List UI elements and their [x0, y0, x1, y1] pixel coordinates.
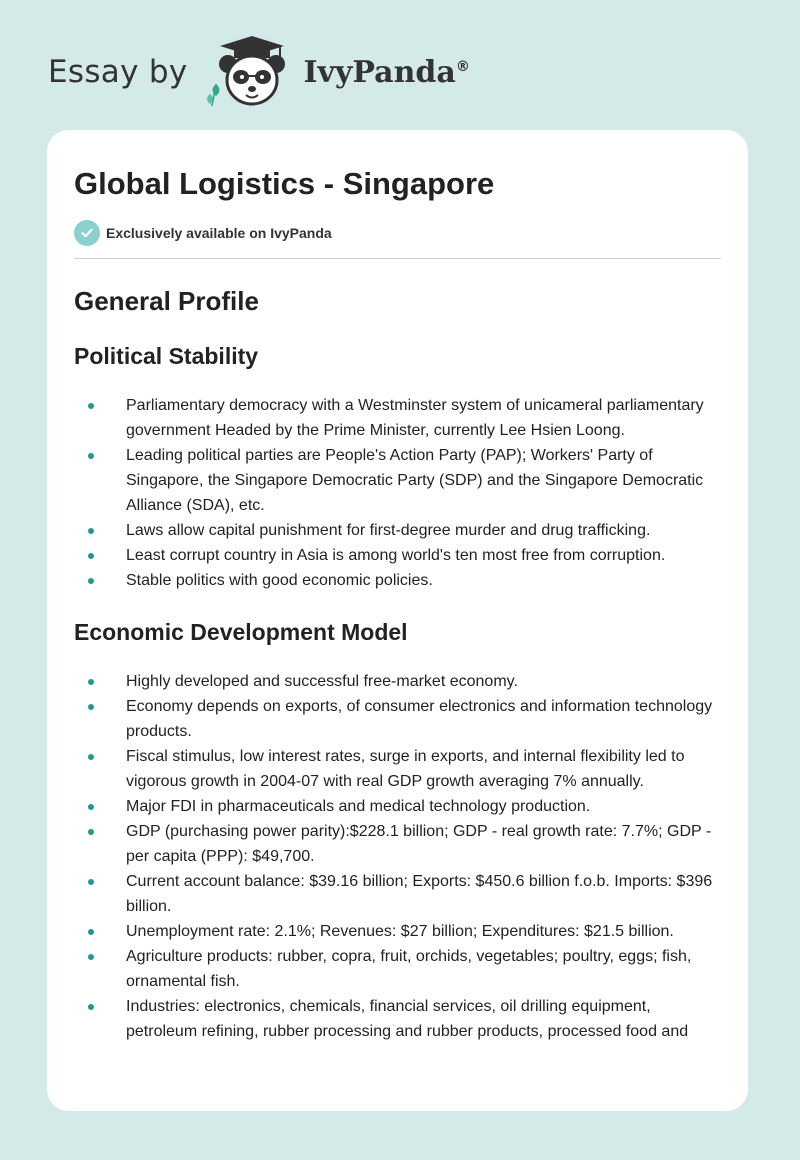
- list-item: Laws allow capital punishment for first-degree murder and drug trafficking.: [74, 518, 721, 543]
- political-stability-list: [74, 393, 721, 593]
- page-title: Global Logistics - Singapore: [74, 166, 495, 201]
- section-heading-general-profile: General Profile: [74, 286, 259, 316]
- exclusive-badge: [74, 220, 721, 246]
- brand-name: IvyPanda®: [303, 54, 470, 90]
- panda-logo-icon: [202, 36, 298, 108]
- list-item: Unemployment rate: 2.1%; Revenues: $27 billion; Expenditures: $21.5 billion.: [74, 919, 721, 944]
- list-item: Current account balance: $39.16 billion; Exports: $450.6 billion f.o.b. Imports: $396 billion.: [74, 869, 721, 919]
- list-item: Economy depends on exports, of consumer electronics and information technology products.: [74, 694, 721, 744]
- check-icon: [74, 220, 100, 246]
- brand-prefix: Essay by: [48, 54, 188, 90]
- list-item: Agriculture products: rubber, copra, fruit, orchids, vegetables; poultry, eggs; fish, ornamental fish.: [74, 944, 721, 994]
- list-item: Fiscal stimulus, low interest rates, surge in exports, and internal flexibility led to vigorous growth in 2004-07 with real GDP growth averaging 7% annually.: [74, 744, 721, 794]
- list-item: GDP (purchasing power parity):$228.1 billion; GDP - real growth rate: 7.7%; GDP - per capita (PPP): $49,700.: [74, 819, 721, 869]
- section-heading-political-stability: Political Stability: [74, 343, 259, 369]
- section-heading-economic-development: Economic Development Model: [74, 619, 408, 645]
- economic-development-list: [74, 669, 721, 1044]
- list-item: Leading political parties are People's Action Party (PAP); Workers' Party of Singapore, the Singapore Democratic Party (SDP) and the Singapore Democratic Alliance (SDA), etc.: [74, 443, 721, 518]
- badge-label: Exclusively available on IvyPanda: [106, 225, 332, 241]
- registered-mark: ®: [455, 58, 470, 75]
- list-item: Major FDI in pharmaceuticals and medical technology production.: [74, 794, 721, 819]
- list-item: Parliamentary democracy with a Westminster system of unicameral parliamentary government Headed by the Prime Minister, currently Lee Hsien Loong.: [74, 393, 721, 443]
- essay-card: [47, 130, 748, 1111]
- divider: [74, 258, 721, 259]
- list-item: Least corrupt country in Asia is among world's ten most free from corruption.: [74, 543, 721, 568]
- list-item: Highly developed and successful free-market economy.: [74, 669, 721, 694]
- brand-header[interactable]: [48, 36, 470, 108]
- list-item: Industries: electronics, chemicals, financial services, oil drilling equipment, petroleum refining, rubber processing and rubber products, processed food and: [74, 994, 721, 1044]
- list-item: Stable politics with good economic policies.: [74, 568, 721, 593]
